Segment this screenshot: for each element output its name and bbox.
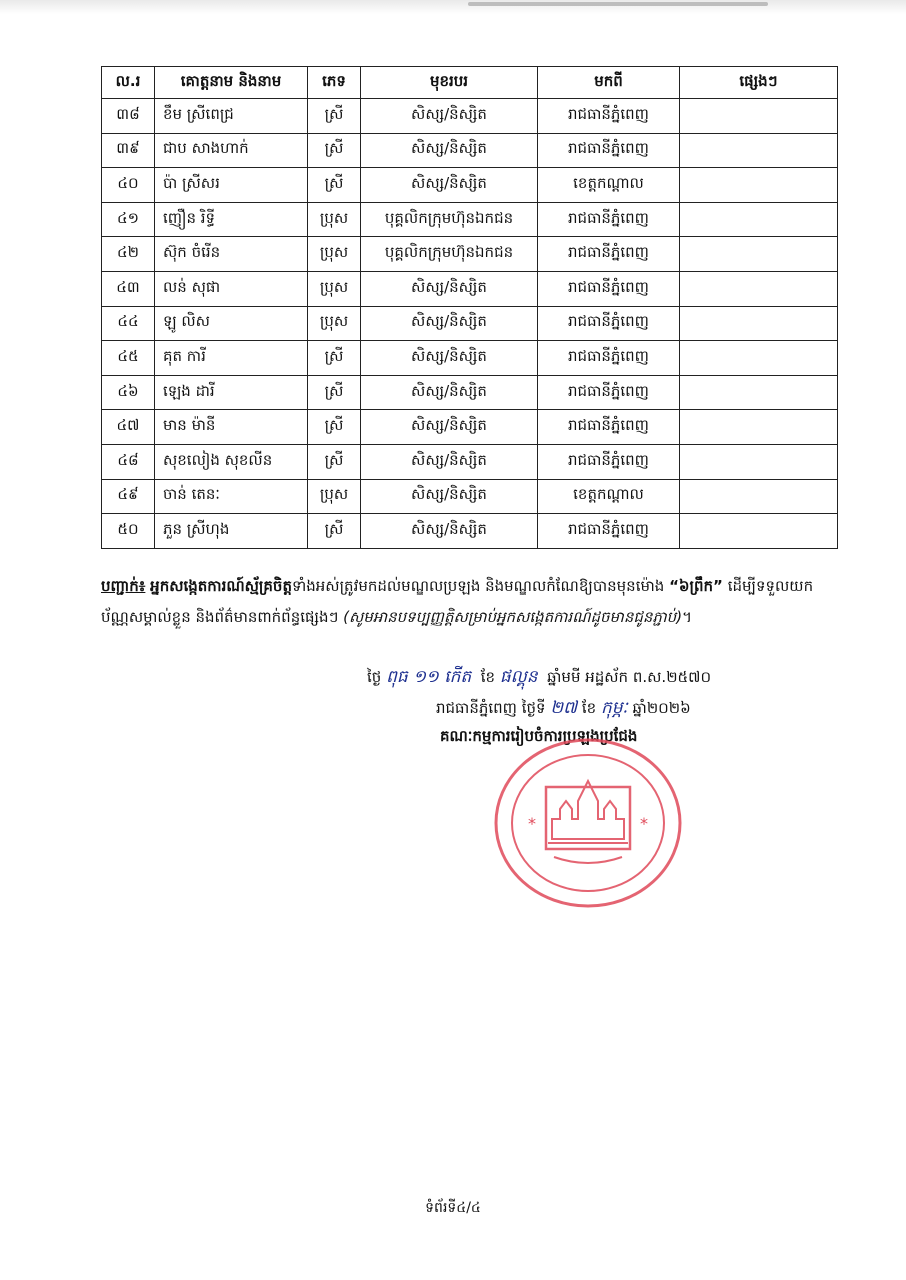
solar-handwritten-day: ២៧: [550, 698, 578, 718]
cell-occupation: សិស្ស/និស្សិត: [361, 133, 538, 168]
solar-month-label: ខែ: [581, 699, 597, 717]
solar-date-line: [436, 697, 691, 722]
note-time: “៦ព្រឹក”: [669, 577, 723, 595]
cell-no: ៥០: [102, 514, 155, 549]
header-occupation: មុខរបរ: [361, 67, 538, 99]
cell-occupation: សិស្ស/និស្សិត: [361, 306, 538, 341]
cell-name: លន់ សុផា: [155, 271, 308, 306]
instruction-note: [101, 571, 837, 633]
cell-other: [680, 202, 838, 237]
cell-name: មាន ម៉ានី: [155, 410, 308, 445]
cell-other: [680, 168, 838, 203]
cell-from: រាជធានីភ្នំពេញ: [538, 375, 680, 410]
table-row: [102, 306, 838, 341]
cell-from: រាជធានីភ្នំពេញ: [538, 341, 680, 376]
table-header-row: [102, 67, 838, 99]
cell-no: ៤៤: [102, 306, 155, 341]
participant-table: [101, 66, 838, 549]
cell-from: ខេត្តកណ្តាល: [538, 168, 680, 203]
cell-no: ៤២: [102, 237, 155, 272]
cell-occupation: សិស្ស/និស្សិត: [361, 271, 538, 306]
cell-occupation: សិស្ស/និស្សិត: [361, 341, 538, 376]
official-seal: [488, 735, 688, 910]
cell-from: រាជធានីភ្នំពេញ: [538, 514, 680, 549]
table-row: [102, 202, 838, 237]
header-name: គោត្តនាម និងនាម: [155, 67, 308, 99]
cell-from: រាជធានីភ្នំពេញ: [538, 133, 680, 168]
cell-other: [680, 479, 838, 514]
cell-no: ៤៦: [102, 375, 155, 410]
header-no: ល.រ: [102, 67, 155, 99]
cell-name: ភួន ស្រីហុង: [155, 514, 308, 549]
solar-year: ឆ្នាំ២០២៦: [632, 699, 691, 717]
cell-occupation: សិស្ស/និស្សិត: [361, 514, 538, 549]
lunar-month-label: ខែ: [480, 668, 496, 686]
cell-other: [680, 306, 838, 341]
table-row: [102, 271, 838, 306]
table-row: [102, 133, 838, 168]
header-from: មកពី: [538, 67, 680, 99]
note-end: ។: [682, 608, 692, 626]
cell-occupation: បុគ្គលិកក្រុមហ៊ុនឯកជន: [361, 237, 538, 272]
cell-occupation: សិស្ស/និស្សិត: [361, 444, 538, 479]
cell-from: រាជធានីភ្នំពេញ: [538, 444, 680, 479]
table-row: [102, 99, 838, 134]
solar-handwritten-month: កុម្ភៈ: [600, 698, 628, 718]
cell-other: [680, 444, 838, 479]
cell-other: [680, 271, 838, 306]
cell-from: រាជធានីភ្នំពេញ: [538, 99, 680, 134]
lunar-year: ឆ្នាំមមី អដ្ឋស័ក ព.ស.២៥៧០: [547, 668, 712, 686]
cell-no: ៤០: [102, 168, 155, 203]
table-row: [102, 479, 838, 514]
note-italic: (សូមអានបទប្បញ្ញត្តិសម្រាប់អ្នកសង្កេតការណ៍ដូចមានជូនភ្ជាប់): [343, 608, 683, 626]
table-row: [102, 375, 838, 410]
cell-sex: ស្រី: [308, 514, 361, 549]
note-text-part1: ទាំងអស់ត្រូវមកដល់មណ្ឌលប្រឡង និងមណ្ឌលកំណែឱ្យបានមុនម៉ោង: [291, 577, 665, 595]
cell-other: [680, 375, 838, 410]
cell-sex: ស្រី: [308, 99, 361, 134]
cell-sex: ប្រុស: [308, 237, 361, 272]
header-sex: ភេទ: [308, 67, 361, 99]
cell-other: [680, 341, 838, 376]
cell-sex: ប្រុស: [308, 479, 361, 514]
cell-occupation: បុគ្គលិកក្រុមហ៊ុនឯកជន: [361, 202, 538, 237]
cell-occupation: សិស្ស/និស្សិត: [361, 410, 538, 445]
cell-name: ខឹម ស្រីពេជ្រ: [155, 99, 308, 134]
table-row: [102, 168, 838, 203]
header-other: ផ្សេងៗ: [680, 67, 838, 99]
table-row: [102, 514, 838, 549]
cell-occupation: សិស្ស/និស្សិត: [361, 375, 538, 410]
cell-sex: ប្រុស: [308, 306, 361, 341]
cell-other: [680, 99, 838, 134]
cell-other: [680, 133, 838, 168]
cell-no: ៤៥: [102, 341, 155, 376]
cell-occupation: សិស្ស/និស្សិត: [361, 168, 538, 203]
svg-text:*: *: [640, 814, 648, 833]
cell-from: ខេត្តកណ្តាល: [538, 479, 680, 514]
cell-sex: ស្រី: [308, 133, 361, 168]
cell-no: ៤៧: [102, 410, 155, 445]
cell-sex: ប្រុស: [308, 202, 361, 237]
cell-other: [680, 237, 838, 272]
cell-no: ៤១: [102, 202, 155, 237]
cell-name: ឡូ លិស: [155, 306, 308, 341]
cell-name: ជាប សាងហាក់: [155, 133, 308, 168]
committee-title: គណៈកម្មការរៀបចំការប្រឡងប្រជែង: [440, 727, 638, 745]
note-label: បញ្ជាក់៖: [101, 577, 146, 595]
note-emphasis: អ្នកសង្កេតការណ៍ស្ម័គ្រចិត្ត: [150, 577, 292, 595]
cell-other: [680, 514, 838, 549]
page-number: ទំព័រទី៤/៤: [425, 1200, 481, 1216]
cell-no: ៣៩: [102, 133, 155, 168]
lunar-prefix: ថ្ងៃ: [367, 668, 382, 686]
note-text-part2: ដើម្បីទទួលយកប័ណ្ណសម្គាល់ខ្លួន និងព័ត៌មានពាក់ព័ន្ធផ្សេងៗ: [101, 577, 814, 626]
cell-no: ៤៣: [102, 271, 155, 306]
table-row: [102, 410, 838, 445]
cell-sex: ស្រី: [308, 375, 361, 410]
cell-no: ៤៩: [102, 479, 155, 514]
scan-edge: [0, 0, 906, 14]
cell-name: ញឿន រិទ្ធី: [155, 202, 308, 237]
cell-other: [680, 410, 838, 445]
cell-no: ៤៨: [102, 444, 155, 479]
lunar-handwritten-month: ផល្គុន: [499, 667, 538, 687]
cell-sex: ប្រុស: [308, 271, 361, 306]
cell-name: ស៊ុក ចំរើន: [155, 237, 308, 272]
cell-sex: ស្រី: [308, 168, 361, 203]
cell-occupation: សិស្ស/និស្សិត: [361, 99, 538, 134]
cell-sex: ស្រី: [308, 341, 361, 376]
cell-from: រាជធានីភ្នំពេញ: [538, 306, 680, 341]
cell-sex: ស្រី: [308, 444, 361, 479]
cell-from: រាជធានីភ្នំពេញ: [538, 237, 680, 272]
table-row: [102, 444, 838, 479]
scan-artifact: [468, 2, 768, 6]
cell-name: ប៉ា ស្រីសរ: [155, 168, 308, 203]
cell-name: គុត ការី: [155, 341, 308, 376]
cell-occupation: សិស្ស/និស្សិត: [361, 479, 538, 514]
cell-from: រាជធានីភ្នំពេញ: [538, 410, 680, 445]
table-row: [102, 341, 838, 376]
cell-no: ៣៨: [102, 99, 155, 134]
cell-from: រាជធានីភ្នំពេញ: [538, 202, 680, 237]
cell-from: រាជធានីភ្នំពេញ: [538, 271, 680, 306]
lunar-handwritten-day: ពុធ ១១ កើត: [386, 667, 472, 687]
solar-prefix: រាជធានីភ្នំពេញ ថ្ងៃទី: [436, 699, 546, 717]
cell-sex: ស្រី: [308, 410, 361, 445]
table-row: [102, 237, 838, 272]
cell-name: ឡេង ដារី: [155, 375, 308, 410]
svg-text:*: *: [528, 814, 536, 833]
cell-name: ចាន់ តេនៈ: [155, 479, 308, 514]
lunar-date-line: [367, 666, 711, 691]
cell-name: សុខលៀង សុខលីន: [155, 444, 308, 479]
